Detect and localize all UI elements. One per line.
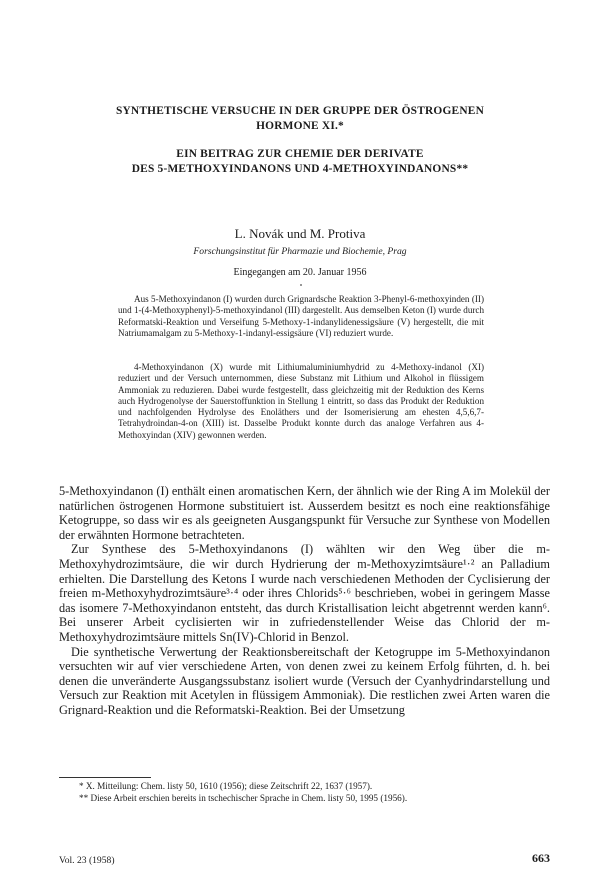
subtitle-line-2: DES 5-METHOXYINDANONS UND 4-METHOXYINDANONS** [131,163,469,175]
body-paragraph-2: Zur Synthese des 5-Methoxyindanons (I) wählten wir den Weg über die m-Methoxyhydrozimtsäure, die wir durch Hydrierung der m-Methoxyzimtsäure¹·² an Palladium erhielten. Die Darstellung des Ketons I wurde nach verschiedenen Methoden der Cyclisierung der freien m-Methoxyhydrozimtsäure³·⁴ oder ihres Chlorids⁵·⁶ beschrieben, wobei in geringem Masse das isomere 7-Methoxyindanon entsteht, das durch Kristallisation leicht abgetrennt werden kann⁶. Bei unserer Arbeit cyclisierten wir in zufriedenstellender Weise das Chlorid der m-Methoxyhydrozimtsäure mittels Sn(IV)-Chlorid in Benzol. [59,542,550,644]
body-paragraph-1: 5-Methoxyindanon (I) enthält einen aromatischen Kern, der ähnlich wie der Ring A im Molekül der natürlichen östrogenen Hormone substituiert ist. Ausserdem besitzt es noch eine reaktionsfähige Ketogruppe, so dass wir es als geeigneten Ausgangspunkt für Versuche zur Synthese von Modellen der erwähnten Hormone betrachteten. [59,484,550,542]
abstract [118,294,484,339]
body-paragraph-3: Die synthetische Verwertung der Reaktionsbereitschaft der Ketogruppe im 5-Methoxyindanon versuchten wir auf vier verschiedene Arten, von denen zwei zu keinem Erfolg führten, d. h. bei denen die unveränderte Ausgangssubstanz isoliert wurde (Versuch der Cyanhydrindarstellung und Versuch zur Reaktion mit Acetylen in flüssigem Ammoniak). Die restlichen zwei Arten waren die Grignard-Reaktion und die Reformatski-Reaktion. Bei der Umsetzung [59,644,550,717]
footnote-rule [59,777,151,778]
separator-dot [300,284,302,286]
received-date: Eingegangen am 20. Januar 1956 [233,267,367,278]
volume-label: Vol. 23 (1958) [59,855,115,866]
abstract-2 [118,362,484,441]
title-line-2: HORMONE XI.* [256,120,344,132]
main-text [59,484,550,718]
abstract-paragraph-2: 4-Methoxyindanon (X) wurde mit Lithiumaluminiumhydrid zu 4-Methoxy-indanol (XI) reduziert und der Versuch unternommen, diese Substanz mit Lithium und Alkohol in flüssigem Ammoniak zu reduzieren. Dabei wurde festgestellt, dass gleichzeitig mit der Reduktion des Kerns auch Hydrogenolyse der Sauerstoffunktion in Stellung 1 eintritt, so dass das Produkt der Reduktion und nachfolgenden Hydrolyse des Enoläthers und der Isomerisierung am ehesten 4,5,6,7-Tetrahydroindan-4-on (XIII) ist. Dasselbe Produkt konnte durch das analoge Verfahren aus 4-Methoxyindan (XIV) gewonnen werden. [118,362,484,440]
footnote-2: ** Diese Arbeit erschien bereits in tschechischer Sprache in Chem. listy 50, 1995 (1956). [79,792,408,803]
subtitle-line-1: EIN BEITRAG ZUR CHEMIE DER DERIVATE [176,148,424,160]
title-line-1: SYNTHETISCHE VERSUCHE IN DER GRUPPE DER ÖSTROGENEN [115,105,485,117]
footnotes [59,781,550,805]
footnote-1: * X. Mitteilung: Chem. listy 50, 1610 (1956); diese Zeitschrift 22, 1637 (1957). [79,781,373,791]
abstract-paragraph-1: Aus 5-Methoxyindanon (I) wurden durch Grignardsche Reaktion 3-Phenyl-6-methoxyinden (II) und 1-(4-Methoxyphenyl)-5-methoxyindanol (III) dargestellt. Aus demselben Keton (I) wurde durch Reformatski-Reaktion und Verseifung 5-Methoxy-1-indanylidenessigsäure (V) hergestellt, die mit Natriumamalgam zu 5-Methoxy-1-indanyl-essigsäure (VI) reduziert wurde. [118,294,484,338]
page-number: 663 [532,851,550,865]
authors: L. Novák und M. Protiva [234,226,366,241]
affiliation: Forschungsinstitut für Pharmazie und Biochemie, Prag [193,246,407,257]
